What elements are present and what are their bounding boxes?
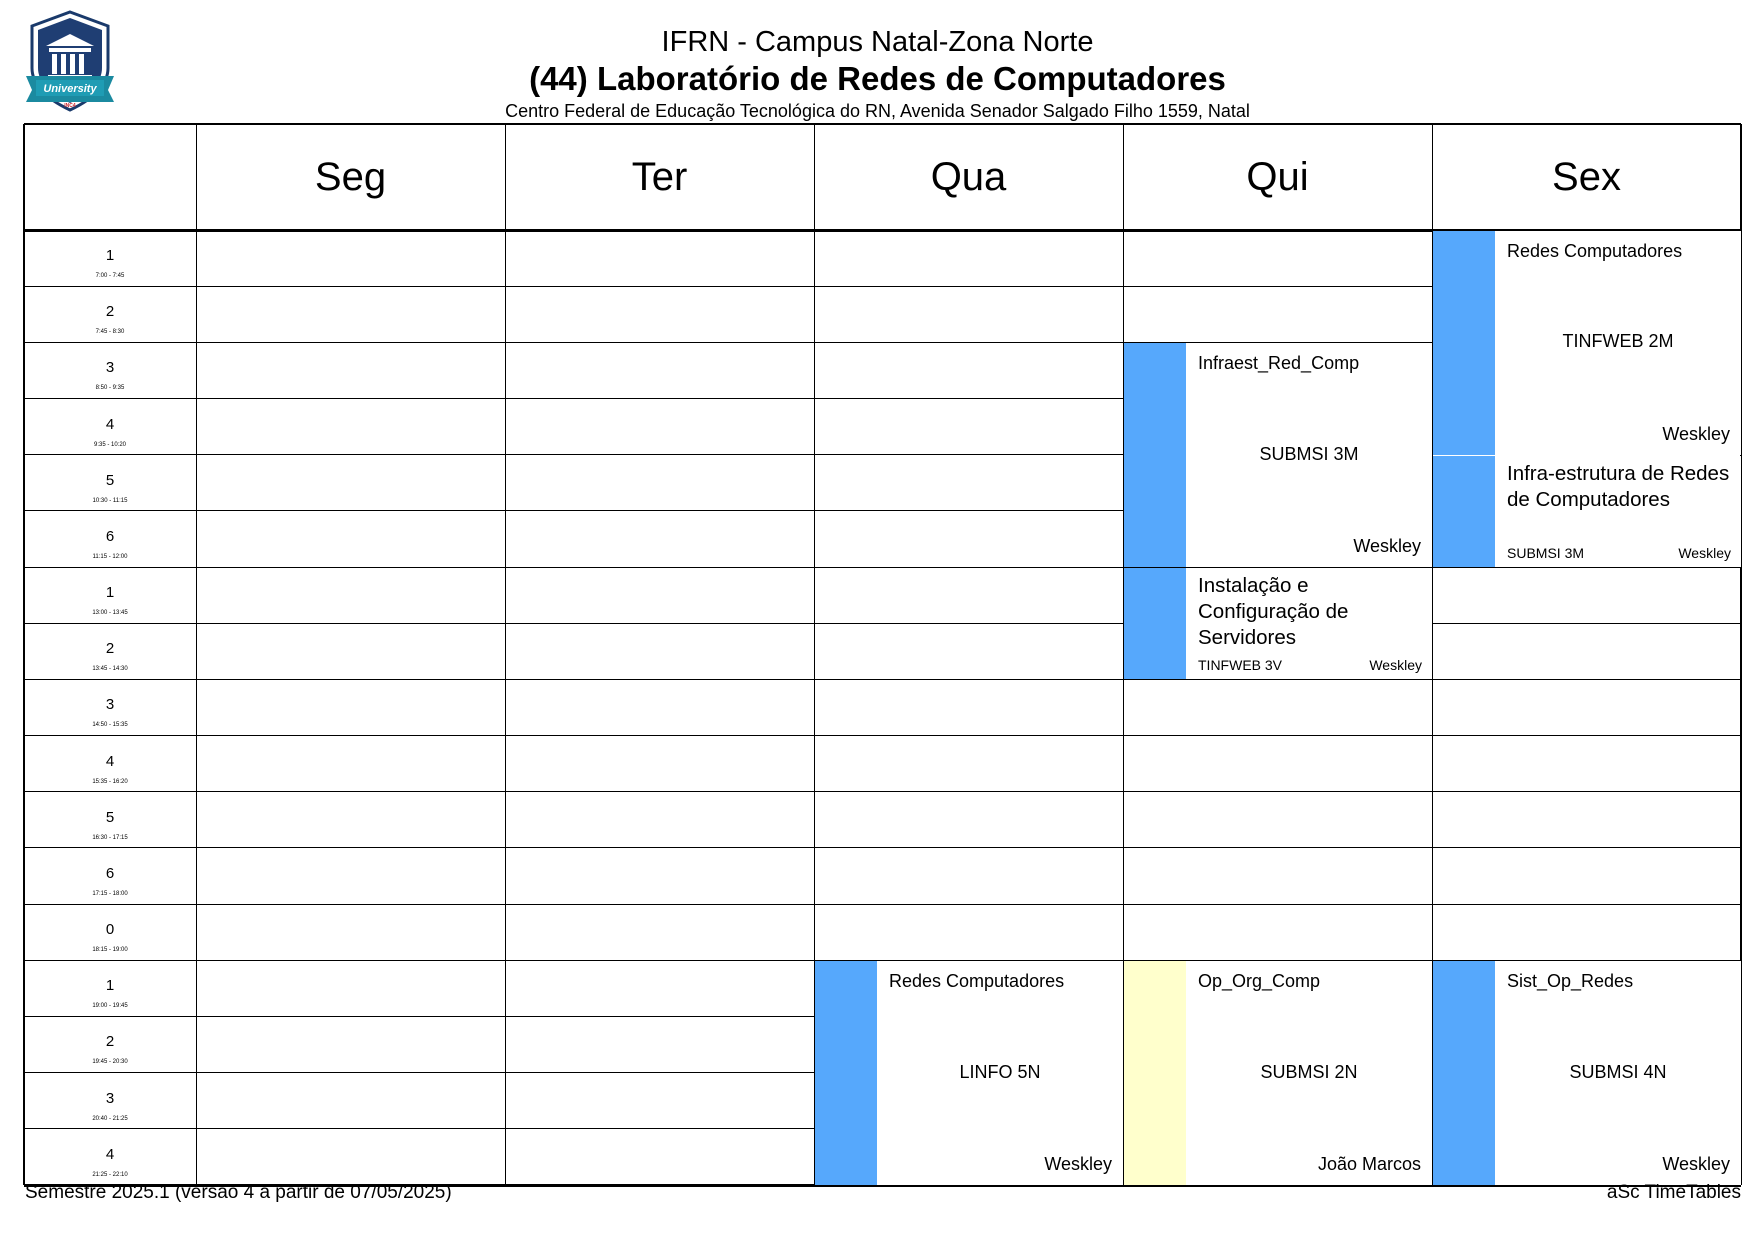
lesson-color-strip xyxy=(1433,456,1495,567)
footer-semester: Semestre 2025.1 (versão 4 a partir de 07/05/2025) xyxy=(25,1182,452,1203)
period-label xyxy=(24,848,196,904)
row-line xyxy=(196,454,505,455)
period-number: 6 xyxy=(105,864,115,882)
period-time: 13:00 - 13:45 xyxy=(92,610,128,617)
row-line xyxy=(505,398,814,399)
lesson-subject: Sist_Op_Redes xyxy=(1507,971,1634,992)
row-line xyxy=(196,960,505,961)
row-line xyxy=(196,398,505,399)
logo-bottom-text: INC4 xyxy=(64,103,76,109)
lesson-class: SUBMSI 4N xyxy=(1569,1061,1667,1082)
period-time: 20:40 - 21:25 xyxy=(92,1115,128,1122)
row-line xyxy=(196,679,505,680)
lesson-teacher: João Marcos xyxy=(1317,1153,1421,1174)
period-time: 19:45 - 20:30 xyxy=(92,1059,128,1066)
room-title: (44) Laboratório de Redes de Computadores xyxy=(529,60,1226,97)
lesson-teacher: Weskley xyxy=(1353,536,1421,557)
period-number: 4 xyxy=(105,752,115,770)
lesson-color-strip xyxy=(1124,961,1186,1185)
period-label xyxy=(24,960,196,1016)
period-label xyxy=(24,904,196,960)
lesson-class: SUBMSI 3M xyxy=(1259,443,1359,464)
row-line xyxy=(196,567,505,568)
period-time: 13:45 - 14:30 xyxy=(92,666,128,673)
row-line xyxy=(196,1016,505,1017)
row-line xyxy=(505,679,814,680)
period-label xyxy=(24,679,196,735)
lesson-card xyxy=(1433,231,1741,455)
row-line xyxy=(196,791,505,792)
row-line xyxy=(814,623,1123,624)
day-header-seg: Seg xyxy=(314,154,387,199)
lesson-subject: Redes Computadores xyxy=(889,971,1065,992)
period-time: 16:30 - 17:15 xyxy=(92,834,128,841)
row-line xyxy=(505,454,814,455)
period-number: 6 xyxy=(105,527,115,545)
lesson-teacher: Weskley xyxy=(1662,423,1730,444)
row-line xyxy=(814,286,1123,287)
footer-software: aSc TimeTables xyxy=(1606,1182,1741,1203)
column-line xyxy=(505,124,506,1185)
row-line xyxy=(1432,791,1741,792)
row-line xyxy=(505,1072,814,1073)
row-line xyxy=(505,960,814,961)
logo-banner-text: University xyxy=(43,83,97,95)
row-line xyxy=(505,623,814,624)
row-line xyxy=(814,567,1123,568)
row-line xyxy=(814,791,1123,792)
lesson-class: SUBMSI 3M xyxy=(1507,545,1585,562)
period-number: 2 xyxy=(105,303,115,321)
period-time: 21:25 - 22:10 xyxy=(92,1171,128,1178)
period-time: 19:00 - 19:45 xyxy=(92,1003,128,1010)
lesson-class: TINFWEB 3V xyxy=(1198,657,1283,674)
day-header-sex: Sex xyxy=(1552,154,1621,199)
row-line xyxy=(196,847,505,848)
row-line xyxy=(1123,791,1432,792)
period-time: 18:15 - 19:00 xyxy=(92,947,128,954)
lesson-teacher: Weskley xyxy=(1044,1153,1112,1174)
period-label xyxy=(24,399,196,455)
row-line xyxy=(1432,847,1741,848)
period-time: 10:30 - 11:15 xyxy=(92,497,128,504)
period-time: 7:00 - 7:45 xyxy=(95,273,125,279)
period-number: 3 xyxy=(105,1089,115,1107)
period-label xyxy=(24,511,196,567)
lesson-subject: Infra-estrutura de Redes de Computadores xyxy=(1507,461,1730,511)
address-line: Centro Federal de Educação Tecnológica do RN, Avenida Senador Salgado Filho 1559, Natal xyxy=(505,101,1250,121)
period-time: 17:15 - 18:00 xyxy=(92,890,128,897)
period-label xyxy=(24,230,196,286)
period-label xyxy=(24,1073,196,1129)
lesson-color-strip xyxy=(1433,961,1495,1185)
row-line xyxy=(505,1128,814,1129)
row-line xyxy=(814,510,1123,511)
row-line xyxy=(814,398,1123,399)
period-number: 5 xyxy=(105,808,115,826)
period-number: 2 xyxy=(105,640,115,658)
lesson-card xyxy=(815,961,1123,1185)
lesson-card xyxy=(1124,343,1432,567)
lesson-class: SUBMSI 2N xyxy=(1260,1061,1358,1082)
lesson-class: TINFWEB 2M xyxy=(1562,331,1674,352)
lesson-subject: Redes Computadores xyxy=(1507,241,1683,261)
lesson-card xyxy=(1124,568,1432,679)
lesson-class: LINFO 5N xyxy=(959,1061,1041,1082)
row-line xyxy=(196,623,505,624)
row-line xyxy=(814,735,1123,736)
period-number: 5 xyxy=(105,471,115,489)
period-label xyxy=(24,1016,196,1072)
lesson-color-strip xyxy=(1124,343,1186,567)
day-header-qua: Qua xyxy=(930,154,1007,199)
period-time: 9:35 - 10:20 xyxy=(93,441,127,448)
period-time: 7:45 - 8:30 xyxy=(95,329,125,336)
period-number: 0 xyxy=(105,921,115,939)
period-label xyxy=(24,736,196,792)
row-line xyxy=(1432,735,1741,736)
day-header-ter: Ter xyxy=(631,154,688,199)
day-header-qui: Qui xyxy=(1246,154,1309,199)
period-time: 11:15 - 12:00 xyxy=(92,553,128,560)
period-number: 4 xyxy=(105,415,115,433)
period-label xyxy=(24,623,196,679)
row-line xyxy=(505,286,814,287)
row-line xyxy=(196,510,505,511)
row-line xyxy=(814,454,1123,455)
row-line xyxy=(196,735,505,736)
period-number: 1 xyxy=(105,977,115,995)
institution-title: IFRN - Campus Natal-Zona Norte xyxy=(661,26,1094,58)
row-line xyxy=(505,567,814,568)
lesson-teacher: Weskley xyxy=(1369,657,1422,674)
row-line xyxy=(1432,679,1741,680)
period-time: 8:50 - 9:35 xyxy=(95,385,125,392)
period-number: 3 xyxy=(105,696,115,714)
row-line xyxy=(505,342,814,343)
period-number: 3 xyxy=(105,359,115,377)
lesson-subject: Op_Org_Comp xyxy=(1198,971,1321,992)
row-line xyxy=(196,1072,505,1073)
row-line xyxy=(505,735,814,736)
period-label xyxy=(24,455,196,511)
lesson-card xyxy=(1124,961,1432,1185)
period-number: 1 xyxy=(105,247,115,264)
lesson-color-strip xyxy=(1124,568,1186,679)
lesson-teacher: Weskley xyxy=(1678,545,1731,562)
row-line xyxy=(196,342,505,343)
period-label xyxy=(24,286,196,342)
period-number: 2 xyxy=(105,1033,115,1051)
row-line xyxy=(1123,286,1432,287)
row-line xyxy=(505,791,814,792)
row-line xyxy=(814,679,1123,680)
row-line xyxy=(1123,847,1432,848)
row-line xyxy=(1123,735,1432,736)
row-line xyxy=(196,904,505,905)
row-line xyxy=(1432,904,1741,905)
row-line xyxy=(505,510,814,511)
row-line xyxy=(196,286,505,287)
row-line xyxy=(505,904,814,905)
lesson-color-strip xyxy=(815,961,877,1185)
row-line xyxy=(814,342,1123,343)
period-time: 14:50 - 15:35 xyxy=(92,722,128,729)
period-label xyxy=(24,342,196,398)
row-line xyxy=(814,847,1123,848)
period-number: 1 xyxy=(105,584,115,602)
lesson-color-strip xyxy=(1433,231,1495,455)
period-label xyxy=(24,1129,196,1185)
row-line xyxy=(1432,623,1741,624)
row-line xyxy=(196,1128,505,1129)
row-line xyxy=(505,847,814,848)
lesson-card xyxy=(1433,961,1741,1185)
lesson-card xyxy=(1433,456,1741,567)
row-line xyxy=(814,904,1123,905)
period-time: 15:35 - 16:20 xyxy=(92,778,128,785)
lesson-teacher: Weskley xyxy=(1662,1153,1730,1174)
lesson-subject: Infraest_Red_Comp xyxy=(1198,353,1360,374)
row-line xyxy=(1123,904,1432,905)
period-number: 4 xyxy=(105,1145,115,1163)
lesson-subject: Instalação e Configuração de Servidores xyxy=(1198,574,1349,650)
period-label xyxy=(24,567,196,623)
period-label xyxy=(24,792,196,848)
row-line xyxy=(505,1016,814,1017)
